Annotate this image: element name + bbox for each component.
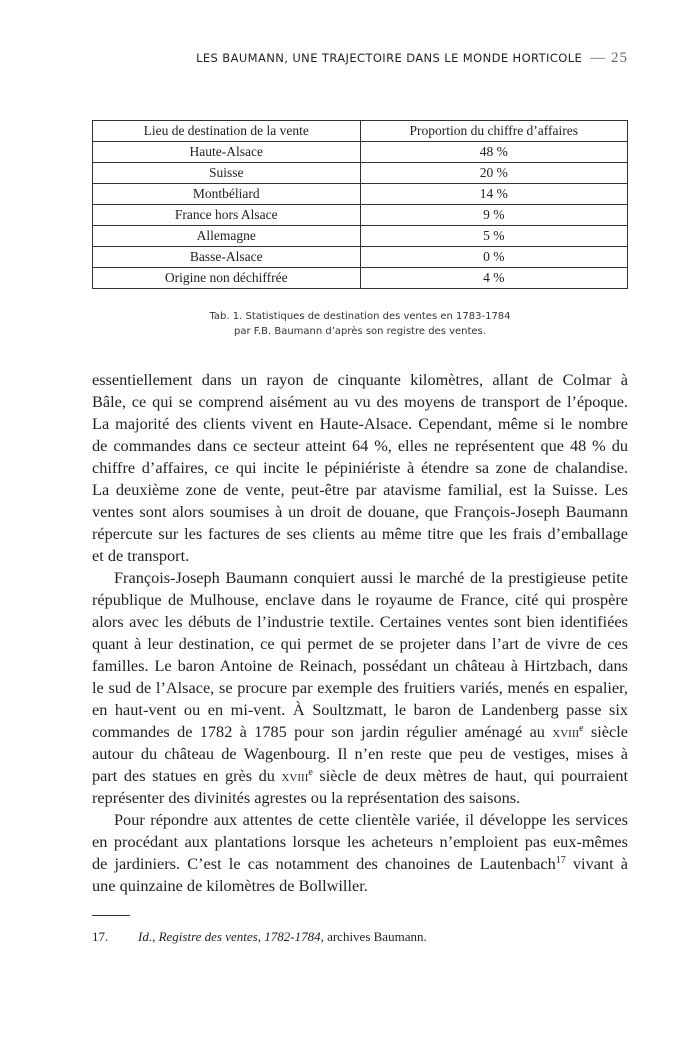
small-caps-century: xviii: [552, 722, 580, 741]
text-segment: en procédant aux plantations lorsque les acheteurs n’emploient pas eux-mêmes: [92, 832, 628, 851]
text-segment: Bâle, ce qui se comprend aisément au vu des moyens de transport de l’époque.: [92, 392, 628, 411]
text-segment: siècle de deux mètres de haut, qui pourraient: [312, 766, 628, 785]
small-caps-century: xviii: [281, 766, 309, 785]
text-segment: alors avec les débuts de l’industrie textile. Certaines ventes sont bien identifiées: [92, 612, 628, 631]
proportion-cell: 9 %: [360, 205, 628, 226]
text-line: [92, 853, 628, 875]
text-segment: représenter des divinités agrestes ou la représentation des saisons.: [92, 788, 521, 807]
destination-cell: Basse-Alsace: [93, 247, 361, 268]
text-segment: commandes de 1782 à 1785 pour son jardin régulier aménagé au: [92, 722, 553, 741]
superscript: e: [308, 767, 313, 778]
table-row: [93, 163, 628, 184]
text-line: [92, 413, 628, 435]
column-header: Lieu de destination de la vente: [93, 121, 361, 142]
table-caption: [92, 309, 628, 339]
text-line: [92, 655, 628, 677]
destination-cell: Montbéliard: [93, 184, 361, 205]
text-segment: et de transport.: [92, 546, 190, 565]
table-header-row: [93, 121, 628, 142]
text-segment: part des statues en grès du: [92, 766, 282, 785]
text-segment: siècle: [583, 722, 628, 741]
proportion-cell: 0 %: [360, 247, 628, 268]
text-segment: La deuxième zone de vente, peut-être par atavisme familial, est la Suisse. Les: [92, 480, 628, 499]
body-text: [92, 369, 628, 897]
proportion-cell: 48 %: [360, 142, 628, 163]
footnote: [92, 929, 427, 945]
text-line: [92, 831, 628, 853]
text-segment: ventes sont alors soumises à un droit de douane, que François-Joseph Baumann: [92, 502, 628, 521]
destination-cell: Origine non déchiffrée: [93, 268, 361, 289]
text-line: [92, 809, 628, 831]
column-header: Proportion du chiffre d’affaires: [360, 121, 628, 142]
text-line: [92, 787, 628, 809]
proportion-cell: 4 %: [360, 268, 628, 289]
text-line: [92, 589, 628, 611]
proportion-cell: 14 %: [360, 184, 628, 205]
text-segment: le sud de l’Alsace, se procure par exemple des fruitiers variés, menés en espalier,: [92, 678, 628, 697]
proportion-cell: 20 %: [360, 163, 628, 184]
text-segment: répercute sur les factures de ses clients au même titre que les frais d’emballage: [92, 524, 628, 543]
text-line: [92, 457, 628, 479]
footnote-id: Id.: [138, 929, 153, 944]
table-row: [93, 247, 628, 268]
text-segment: autour du château de Wagenbourg. Il n’en reste que peu de vestiges, mises à: [92, 744, 628, 763]
table-row: [93, 226, 628, 247]
text-segment: une quinzaine de kilomètres de Bollwiller.: [92, 876, 368, 895]
text-line: [92, 479, 628, 501]
text-line: [92, 677, 628, 699]
text-line: [92, 743, 628, 765]
destination-cell: Suisse: [93, 163, 361, 184]
text-segment: Pour répondre aux attentes de cette clientèle variée, il développe les services: [114, 810, 628, 829]
text-segment: de jardiniers. C’est le cas notamment des chanoines de Lautenbach: [92, 854, 556, 873]
text-line: [92, 435, 628, 457]
text-segment: de commandes dans ce secteur atteint 64 %, elles ne représentent que 48 % du: [92, 436, 628, 455]
text-line: [92, 875, 628, 897]
text-segment: république de Mulhouse, enclave dans le royaume de France, cité qui prospère: [92, 590, 628, 609]
sales-destination-table: [92, 120, 628, 289]
text-segment: essentiellement dans un rayon de cinquante kilomètres, allant de Colmar à: [92, 370, 628, 389]
footnote-rest: , archives Baumann.: [320, 929, 427, 944]
text-line: [92, 567, 628, 589]
table-row: [93, 268, 628, 289]
text-segment: François-Joseph Baumann conquiert aussi le marché de la prestigieuse petite: [114, 568, 628, 587]
text-line: [92, 501, 628, 523]
table-row: [93, 142, 628, 163]
text-segment: quant à leur destination, ce qui permet de se projeter dans l’art de vivre de ces: [92, 634, 628, 653]
superscript: e: [579, 723, 584, 734]
running-title: LES BAUMANN, UNE TRAJECTOIRE DANS LE MONDE HORTICOLE: [196, 51, 583, 65]
text-line: [92, 765, 628, 787]
text-line: [92, 523, 628, 545]
text-segment: en haut-vent ou en mi-vent. À Soultzmatt, le baron de Landenberg passe six: [92, 700, 628, 719]
text-line: [92, 611, 628, 633]
footnote-separator: ,: [152, 929, 159, 944]
caption-line: par F.B. Baumann d’après son registre des ventes.: [234, 326, 486, 337]
caption-line: Tab. 1. Statistiques de destination des ventes en 1783-1784: [209, 311, 511, 322]
text-segment: familles. Le baron Antoine de Reinach, possédant un château à Hirtzbach, dans: [92, 656, 628, 675]
destination-cell: Haute-Alsace: [93, 142, 361, 163]
text-segment: La majorité des clients vivent en Haute-Alsace. Cependant, même si le nombre: [92, 414, 628, 433]
running-header: [196, 50, 628, 67]
text-segment: chiffre d’affaires, ce qui incite le pépiniériste à étendre sa zone de chalandise.: [92, 458, 628, 477]
text-line: [92, 545, 628, 567]
table-row: [93, 205, 628, 226]
table-row: [93, 184, 628, 205]
footnote-title: Registre des ventes, 1782-1784: [158, 929, 321, 944]
superscript: 17: [555, 855, 566, 866]
text-line: [92, 699, 628, 721]
text-line: [92, 633, 628, 655]
text-line: [92, 391, 628, 413]
text-line: [92, 721, 628, 743]
text-line: [92, 369, 628, 391]
text-segment: vivant à: [565, 854, 628, 873]
proportion-cell: 5 %: [360, 226, 628, 247]
footnote-number: 17.: [92, 929, 109, 944]
footnote-rule: [92, 915, 130, 916]
destination-cell: France hors Alsace: [93, 205, 361, 226]
page-number: — 25: [590, 50, 628, 66]
destination-cell: Allemagne: [93, 226, 361, 247]
